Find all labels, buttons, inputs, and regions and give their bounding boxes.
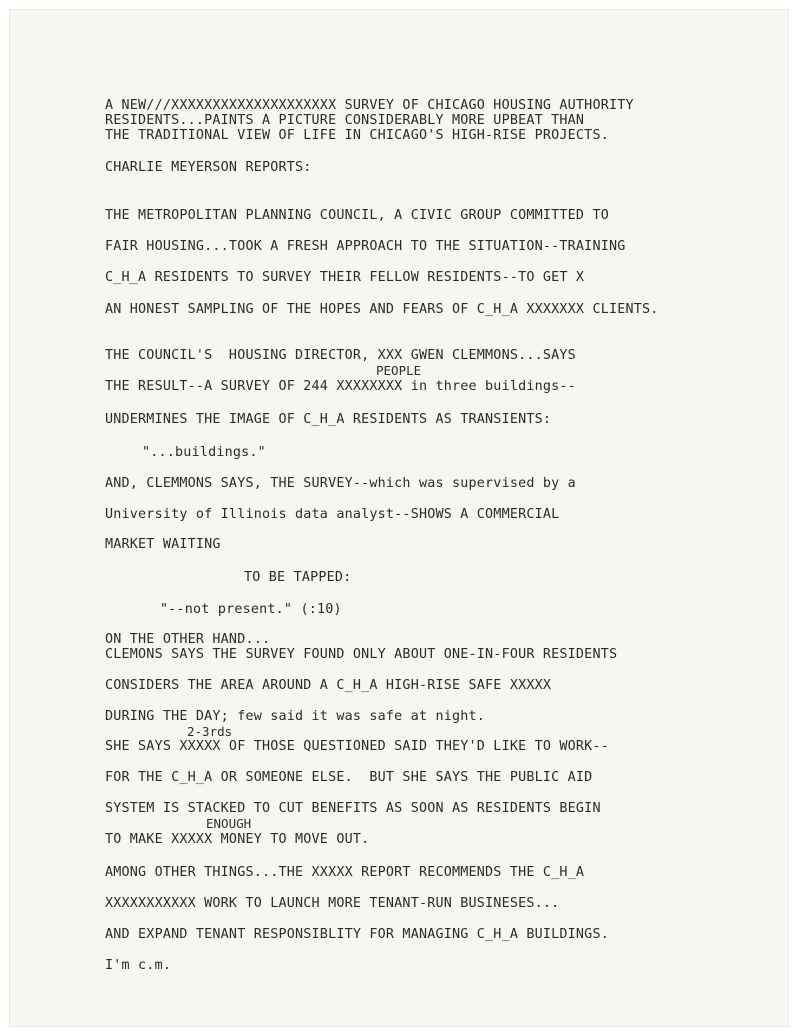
- handwritten-correction: PEOPLE: [376, 363, 422, 378]
- text-line: RESIDENTS...PAINTS A PICTURE CONSIDERABLY MORE UPBEAT THAN: [105, 113, 585, 128]
- text-line: THE TRADITIONAL VIEW OF LIFE IN CHICAGO'S HIGH-RISE PROJECTS.: [105, 128, 609, 143]
- text-line: University of Illinois data analyst--SHOWS A COMMERCIAL: [105, 507, 560, 522]
- text-line: FOR THE C_H_A OR SOMEONE ELSE. BUT SHE SAYS THE PUBLIC AID: [105, 770, 593, 785]
- text-line: XXXXXXXXXXX WORK TO LAUNCH MORE TENANT-RUN BUSINESES...: [105, 896, 560, 911]
- text-line: CLEMONS SAYS THE SURVEY FOUND ONLY ABOUT ONE-IN-FOUR RESIDENTS: [105, 647, 618, 662]
- text-line: CHARLIE MEYERSON REPORTS:: [105, 160, 312, 175]
- text-line: SYSTEM IS STACKED TO CUT BENEFITS AS SOON AS RESIDENTS BEGIN: [105, 801, 601, 816]
- text-line: MARKET WAITING: [105, 537, 221, 552]
- text-line: A NEW///XXXXXXXXXXXXXXXXXXXX SURVEY OF CHICAGO HOUSING AUTHORITY: [105, 98, 634, 113]
- text-line: UNDERMINES THE IMAGE OF C_H_A RESIDENTS AS TRANSIENTS:: [105, 412, 552, 427]
- text-line: AND, CLEMMONS SAYS, THE SURVEY--which was supervised by a: [105, 476, 576, 491]
- text-line: "--not present." (:10): [160, 602, 342, 617]
- text-line: C_H_A RESIDENTS TO SURVEY THEIR FELLOW RESIDENTS--TO GET X: [105, 270, 585, 285]
- typed-script-page: [10, 10, 788, 1026]
- text-line: DURING THE DAY; few said it was safe at night.: [105, 709, 486, 724]
- text-line: THE RESULT--A SURVEY OF 244 XXXXXXXX in three buildings--: [105, 379, 576, 394]
- text-line: CONSIDERS THE AREA AROUND A C_H_A HIGH-RISE SAFE XXXXX: [105, 678, 552, 693]
- text-line: TO MAKE XXXXX MONEY TO MOVE OUT.: [105, 832, 370, 847]
- text-line: TO BE TAPPED:: [244, 570, 352, 585]
- text-line: THE METROPOLITAN PLANNING COUNCIL, A CIVIC GROUP COMMITTED TO: [105, 208, 609, 223]
- text-line: FAIR HOUSING...TOOK A FRESH APPROACH TO THE SITUATION--TRAINING: [105, 239, 626, 254]
- text-line: AN HONEST SAMPLING OF THE HOPES AND FEARS OF C_H_A XXXXXXX CLIENTS.: [105, 302, 659, 317]
- text-line: THE COUNCIL'S HOUSING DIRECTOR, XXX GWEN CLEMMONS...SAYS: [105, 348, 576, 363]
- text-line: AND EXPAND TENANT RESPONSIBLITY FOR MANAGING C_H_A BUILDINGS.: [105, 927, 609, 942]
- handwritten-correction: 2-3rds: [187, 724, 233, 739]
- text-line: I'm c.m.: [105, 958, 172, 973]
- text-line: "...buildings.": [142, 445, 266, 460]
- text-line: SHE SAYS XXXXX OF THOSE QUESTIONED SAID THEY'D LIKE TO WORK--: [105, 739, 609, 754]
- handwritten-correction: ENOUGH: [206, 816, 252, 831]
- text-line: ON THE OTHER HAND...: [105, 632, 271, 647]
- text-line: AMONG OTHER THINGS...THE XXXXX REPORT RECOMMENDS THE C_H_A: [105, 865, 585, 880]
